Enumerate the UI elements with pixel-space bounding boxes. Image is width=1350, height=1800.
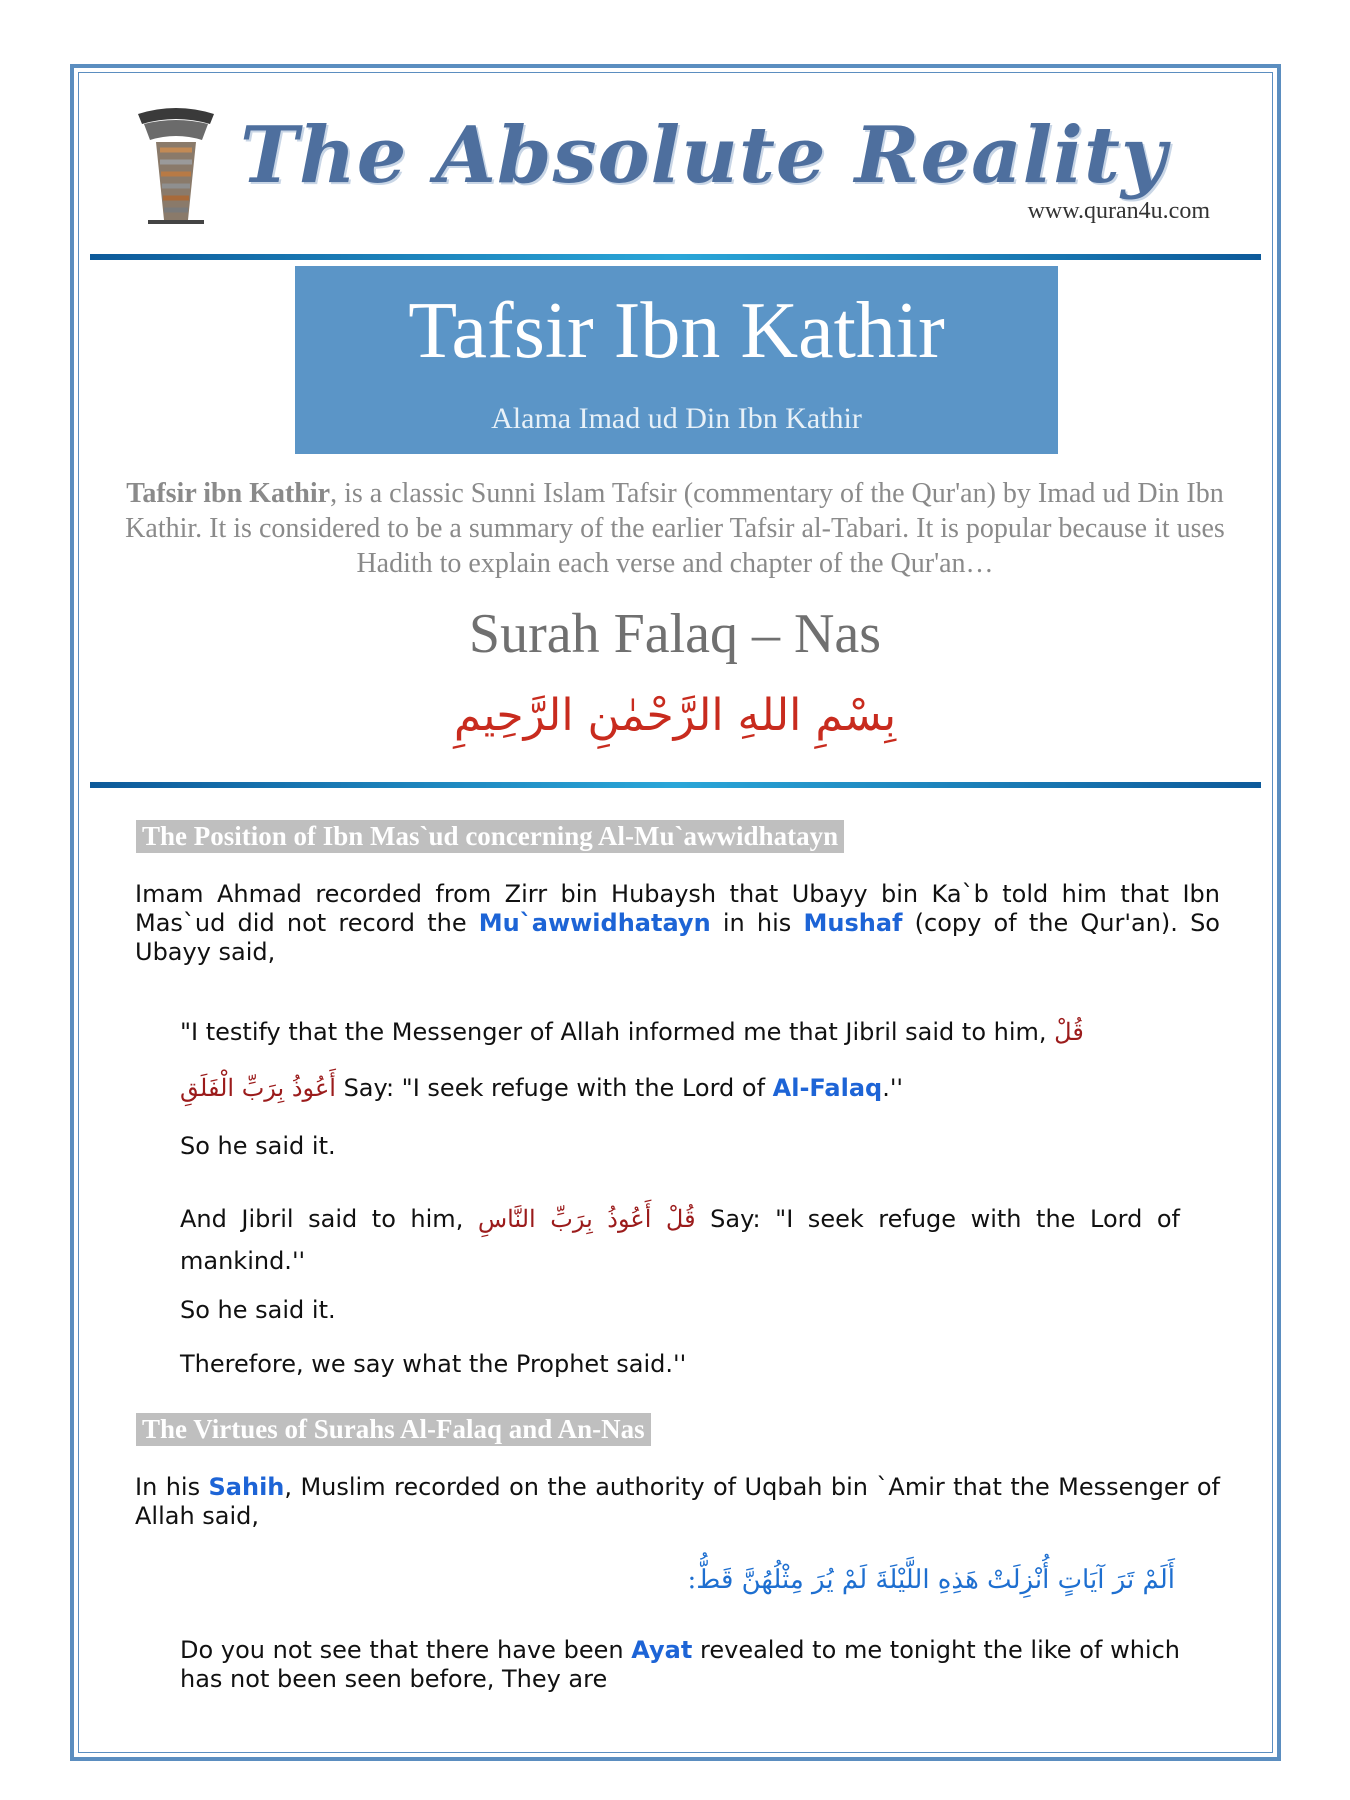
- arabic-hadith: أَلَمْ تَرَ آيَاتٍ أُنْزِلَتْ هَذِهِ اللَّيْلَةَ لَمْ يُرَ مِثْلُهُنَّ قَطُّ:: [687, 1565, 1175, 1595]
- said-it-1: So he said it.: [180, 1132, 336, 1160]
- term-ayat: Ayat: [631, 1636, 693, 1664]
- term-sahih: Sahih: [208, 1473, 285, 1501]
- therefore-line: Therefore, we say what the Prophet said.'': [180, 1350, 687, 1378]
- arabic-falaq-verse: أَعُوذُ بِرَبِّ الْفَلَقِ: [180, 1074, 336, 1102]
- section-heading-position: The Position of Ibn Mas`ud concerning Al-Mu`awwidhatayn: [136, 820, 844, 853]
- intro-bold: Tafsir ibn Kathir: [126, 478, 331, 509]
- book-author: Alama Imad ud Din Ibn Kathir: [491, 402, 862, 435]
- term-mushaf: Mushaf: [803, 909, 903, 937]
- surah-title: Surah Falaq – Nas: [468, 603, 882, 665]
- title-box: [295, 266, 1058, 454]
- basmala-calligraphy: بِسْمِ اللهِ الرَّحْمٰنِ الرَّحِيمِ: [453, 690, 897, 741]
- paragraph-sahih: In his Sahih, Muslim recorded on the authority of Uqbah bin `Amir that the Messenger of Allah said,: [135, 1473, 1221, 1530]
- section-heading-virtues: The Virtues of Surahs Al-Falaq and An-Nas: [136, 1413, 651, 1446]
- quote-nas: And Jibril said to him, قُلْ أَعُوذُ بِرَبِّ النَّاسِ Say: "I seek refuge with the Lord of mankind.'': [180, 1205, 1180, 1275]
- banner-title: The Absolute Reality: [240, 110, 1168, 201]
- term-al-falaq: Al-Falaq: [772, 1074, 883, 1102]
- quote-ayat: Do you not see that there have been Ayat revealed to me tonight the like of which has not been seen before, They are: [180, 1636, 1180, 1693]
- intro-text: , is a classic Sunni Islam Tafsir (commentary of the Qur'an) by Imad ud Din Ibn Kathir. It is considered to be a summary of the earlier Tafsir al-Tabari. It is popular because it uses Hadith to explain each verse and chapter of the Qur'an…: [125, 478, 1225, 579]
- arabic-qul: قُلْ: [1054, 1018, 1084, 1046]
- quote-falaq: "I testify that the Messenger of Allah informed me that Jibril said to him, قُلْ أَعُوذُ بِرَبِّ الْفَلَقِ Say: "I seek refuge with the Lord of Al-Falaq.'': [180, 1018, 1084, 1102]
- arabic-nas-verse: قُلْ أَعُوذُ بِرَبِّ النَّاسِ: [477, 1205, 696, 1233]
- term-muawwidhatayn: Mu`awwidhatayn: [478, 909, 711, 937]
- paragraph-imam-ahmad: Imam Ahmad recorded from Zirr bin Hubaysh that Ubayy bin Ka`b told him that Ibn Mas`ud did not record the Mu`awwidhatayn in his Mushaf (copy of the Qur'an). So Ubayy said,: [135, 880, 1220, 966]
- site-banner: [130, 90, 1220, 240]
- banner-url: www.quran4u.com: [1027, 198, 1210, 224]
- book-title: Tafsir Ibn Kathir: [408, 287, 945, 375]
- quran-stand-logo-icon: [130, 100, 222, 230]
- top-divider: [90, 254, 1261, 260]
- said-it-2: So he said it.: [180, 1296, 336, 1324]
- intro-paragraph: [125, 476, 1225, 581]
- bottom-divider: [90, 782, 1261, 788]
